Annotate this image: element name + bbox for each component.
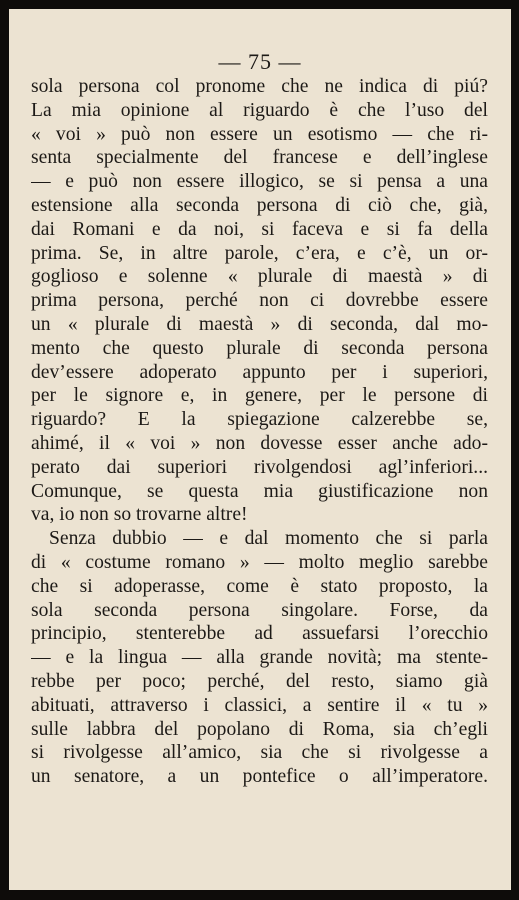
text-line: abituati, attraverso i classici, a sentire il « tu »: [31, 694, 488, 716]
text-line: sola persona col pronome che ne indica di piú?: [31, 76, 488, 97]
text-line: per le signore e, in genere, per le persone di: [31, 385, 488, 407]
text-line: prima persona, perché non ci dovrebbe essere: [31, 290, 488, 312]
text-line: un senatore, a un pontefice o all’imperatore.: [31, 766, 488, 788]
book-page: [9, 9, 511, 890]
text-line: « voi » può non essere un esotismo — che ri-: [31, 123, 488, 145]
paragraph: [31, 75, 488, 527]
text-line: goglioso e solenne « plurale di maestà » di: [31, 266, 488, 288]
text-line: principio, stenterebbe ad assuefarsi l’orecchio: [31, 623, 488, 645]
text-line: La mia opinione al riguardo è che l’uso del: [31, 99, 488, 121]
text-line: senta specialmente del francese e dell’inglese: [31, 147, 488, 169]
page-number: — 75 —: [218, 49, 302, 74]
text-line: dai Romani e da noi, si faceva e si fa della: [31, 218, 488, 240]
text-line: dev’essere adoperato appunto per i superiori,: [31, 361, 488, 383]
text-line: sulle labbra del popolano di Roma, sia ch’egli: [31, 718, 488, 740]
text-line: ahimé, il « voi » non dovesse esser anche ado-: [31, 432, 488, 454]
paragraph: [31, 527, 488, 789]
text-line: un « plurale di maestà » di seconda, dal mo-: [31, 313, 488, 335]
text-line: riguardo? E la spiegazione calzerebbe se,: [31, 409, 488, 431]
text-line: mento che questo plurale di seconda persona: [31, 337, 488, 359]
text-line: prima. Se, in altre parole, c’era, e c’è, un or-: [31, 242, 488, 264]
text-line: estensione alla seconda persona di ciò che, già,: [31, 194, 488, 216]
text-line: rebbe per poco; perché, del resto, siamo già: [31, 670, 488, 692]
text-line: — e la lingua — alla grande novità; ma stente-: [31, 647, 488, 669]
text-line: di « costume romano » — molto meglio sarebbe: [31, 551, 488, 573]
text-line: sola seconda persona singolare. Forse, da: [31, 599, 488, 621]
text-line: Senza dubbio — e dal momento che si parla: [49, 528, 488, 550]
text-line: perato dai superiori rivolgendosi agl’inferiori...: [31, 456, 488, 478]
text-line: Comunque, se questa mia giustificazione non: [31, 480, 488, 502]
text-line: va, io non so trovarne altre!: [31, 504, 248, 526]
text-line: che si adoperasse, come è stato proposto, la: [31, 575, 488, 597]
text-line: si rivolgesse all’amico, sia che si rivolgesse a: [31, 742, 488, 764]
body-text: [31, 75, 488, 789]
text-line: — e può non essere illogico, se si pensa a una: [31, 171, 488, 193]
